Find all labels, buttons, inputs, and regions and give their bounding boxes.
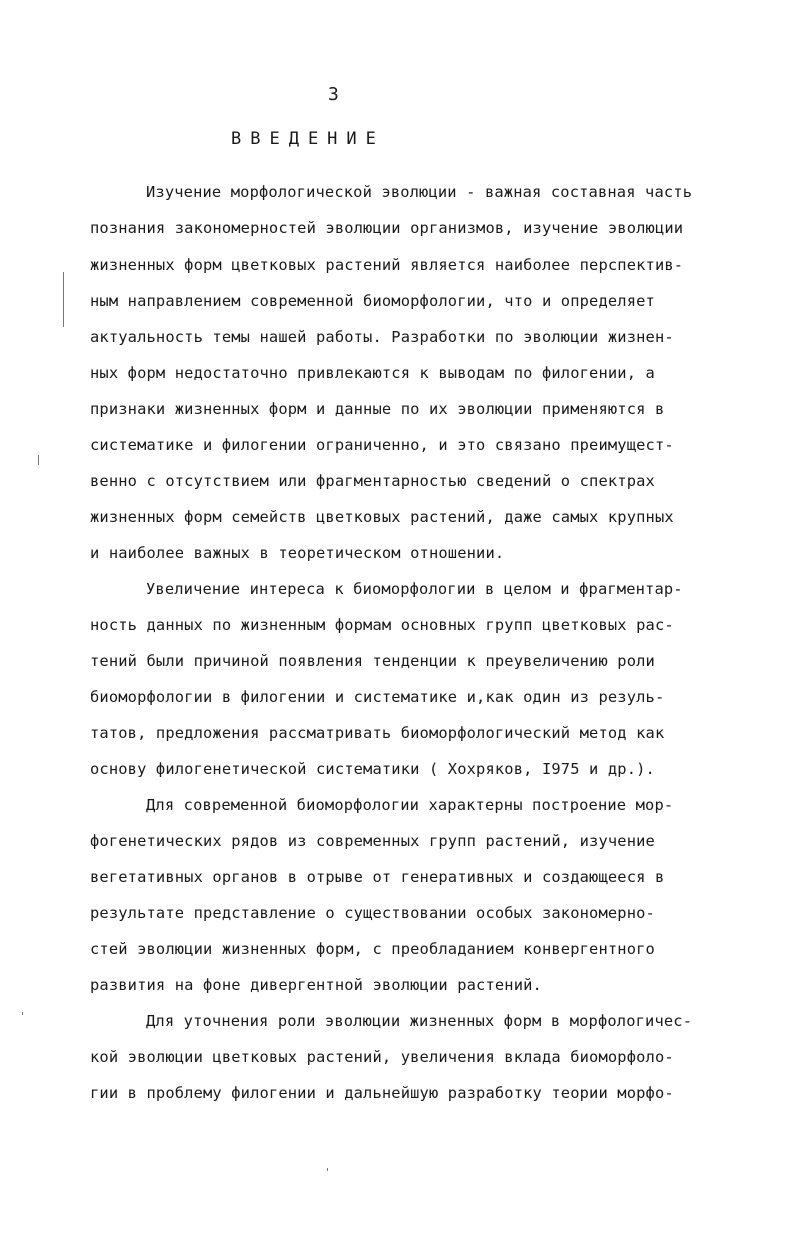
page-number: 3 <box>328 84 339 105</box>
text-line: результате представление о существовании особых закономерно- <box>90 904 655 922</box>
text-line: ным направлением современной биоморфологии, что и определяет <box>90 292 655 310</box>
margin-mark <box>63 272 64 327</box>
text-line: стей эволюции жизненных форм, с преобладанием конвергентного <box>90 940 655 958</box>
margin-mark <box>38 455 39 465</box>
text-line: ность данных по жизненным формам основных групп цветковых рас- <box>90 616 674 634</box>
text-line: биоморфологии в филогении и систематике и,как один из резуль- <box>90 688 665 706</box>
text-line: Увеличение интереса к биоморфологии в целом и фрагментар- <box>146 580 683 598</box>
text-line: жизненных форм цветковых растений является наиболее перспектив- <box>90 256 684 274</box>
text-line: Для уточнения роли эволюции жизненных форм в морфологичес- <box>146 1012 693 1030</box>
text-line: познания закономерностей эволюции организмов, изучение эволюции <box>90 219 684 237</box>
margin-mark <box>327 1168 328 1171</box>
margin-mark <box>22 1012 23 1015</box>
text-line: признаки жизненных форм и данные по их эволюции применяются в <box>90 400 665 418</box>
text-line: жизненных форм семейств цветковых растений, даже самых крупных <box>90 508 674 526</box>
text-line: татов, предложения рассматривать биоморфологический метод как <box>90 724 665 742</box>
text-line: систематике и филогении ограниченно, и это связано преимущест- <box>90 436 674 454</box>
text-line: актуальность темы нашей работы. Разработки по эволюции жизнен- <box>90 328 674 346</box>
text-line: и наиболее важных в теоретическом отношении. <box>90 544 505 562</box>
section-heading: ВВЕДЕНИЕ <box>231 129 385 149</box>
text-line: Для современной биоморфологии характерны построение мор- <box>146 796 674 814</box>
text-line: развития на фоне дивергентной эволюции растений. <box>90 976 542 994</box>
text-line: кой эволюции цветковых растений, увеличения вклада биоморфоло- <box>90 1048 674 1066</box>
text-line: гии в проблему филогении и дальнейшую разработку теории морфо- <box>90 1084 674 1102</box>
text-line: вегетативных органов в отрыве от генеративных и создающееся в <box>90 868 665 886</box>
text-line: тений были причиной появления тенденции к преувеличению роли <box>90 652 655 670</box>
text-line: фогенетических рядов из современных групп растений, изучение <box>90 832 655 850</box>
text-line: ных форм недостаточно привлекаются к выводам по филогении, а <box>90 364 655 382</box>
text-line: Изучение морфологической эволюции - важная составная часть <box>146 183 693 201</box>
text-line: венно с отсутствием или фрагментарностью сведений о спектрах <box>90 472 655 490</box>
text-line: основу филогенетической систематики ( Хохряков, I975 и др.). <box>90 760 655 778</box>
